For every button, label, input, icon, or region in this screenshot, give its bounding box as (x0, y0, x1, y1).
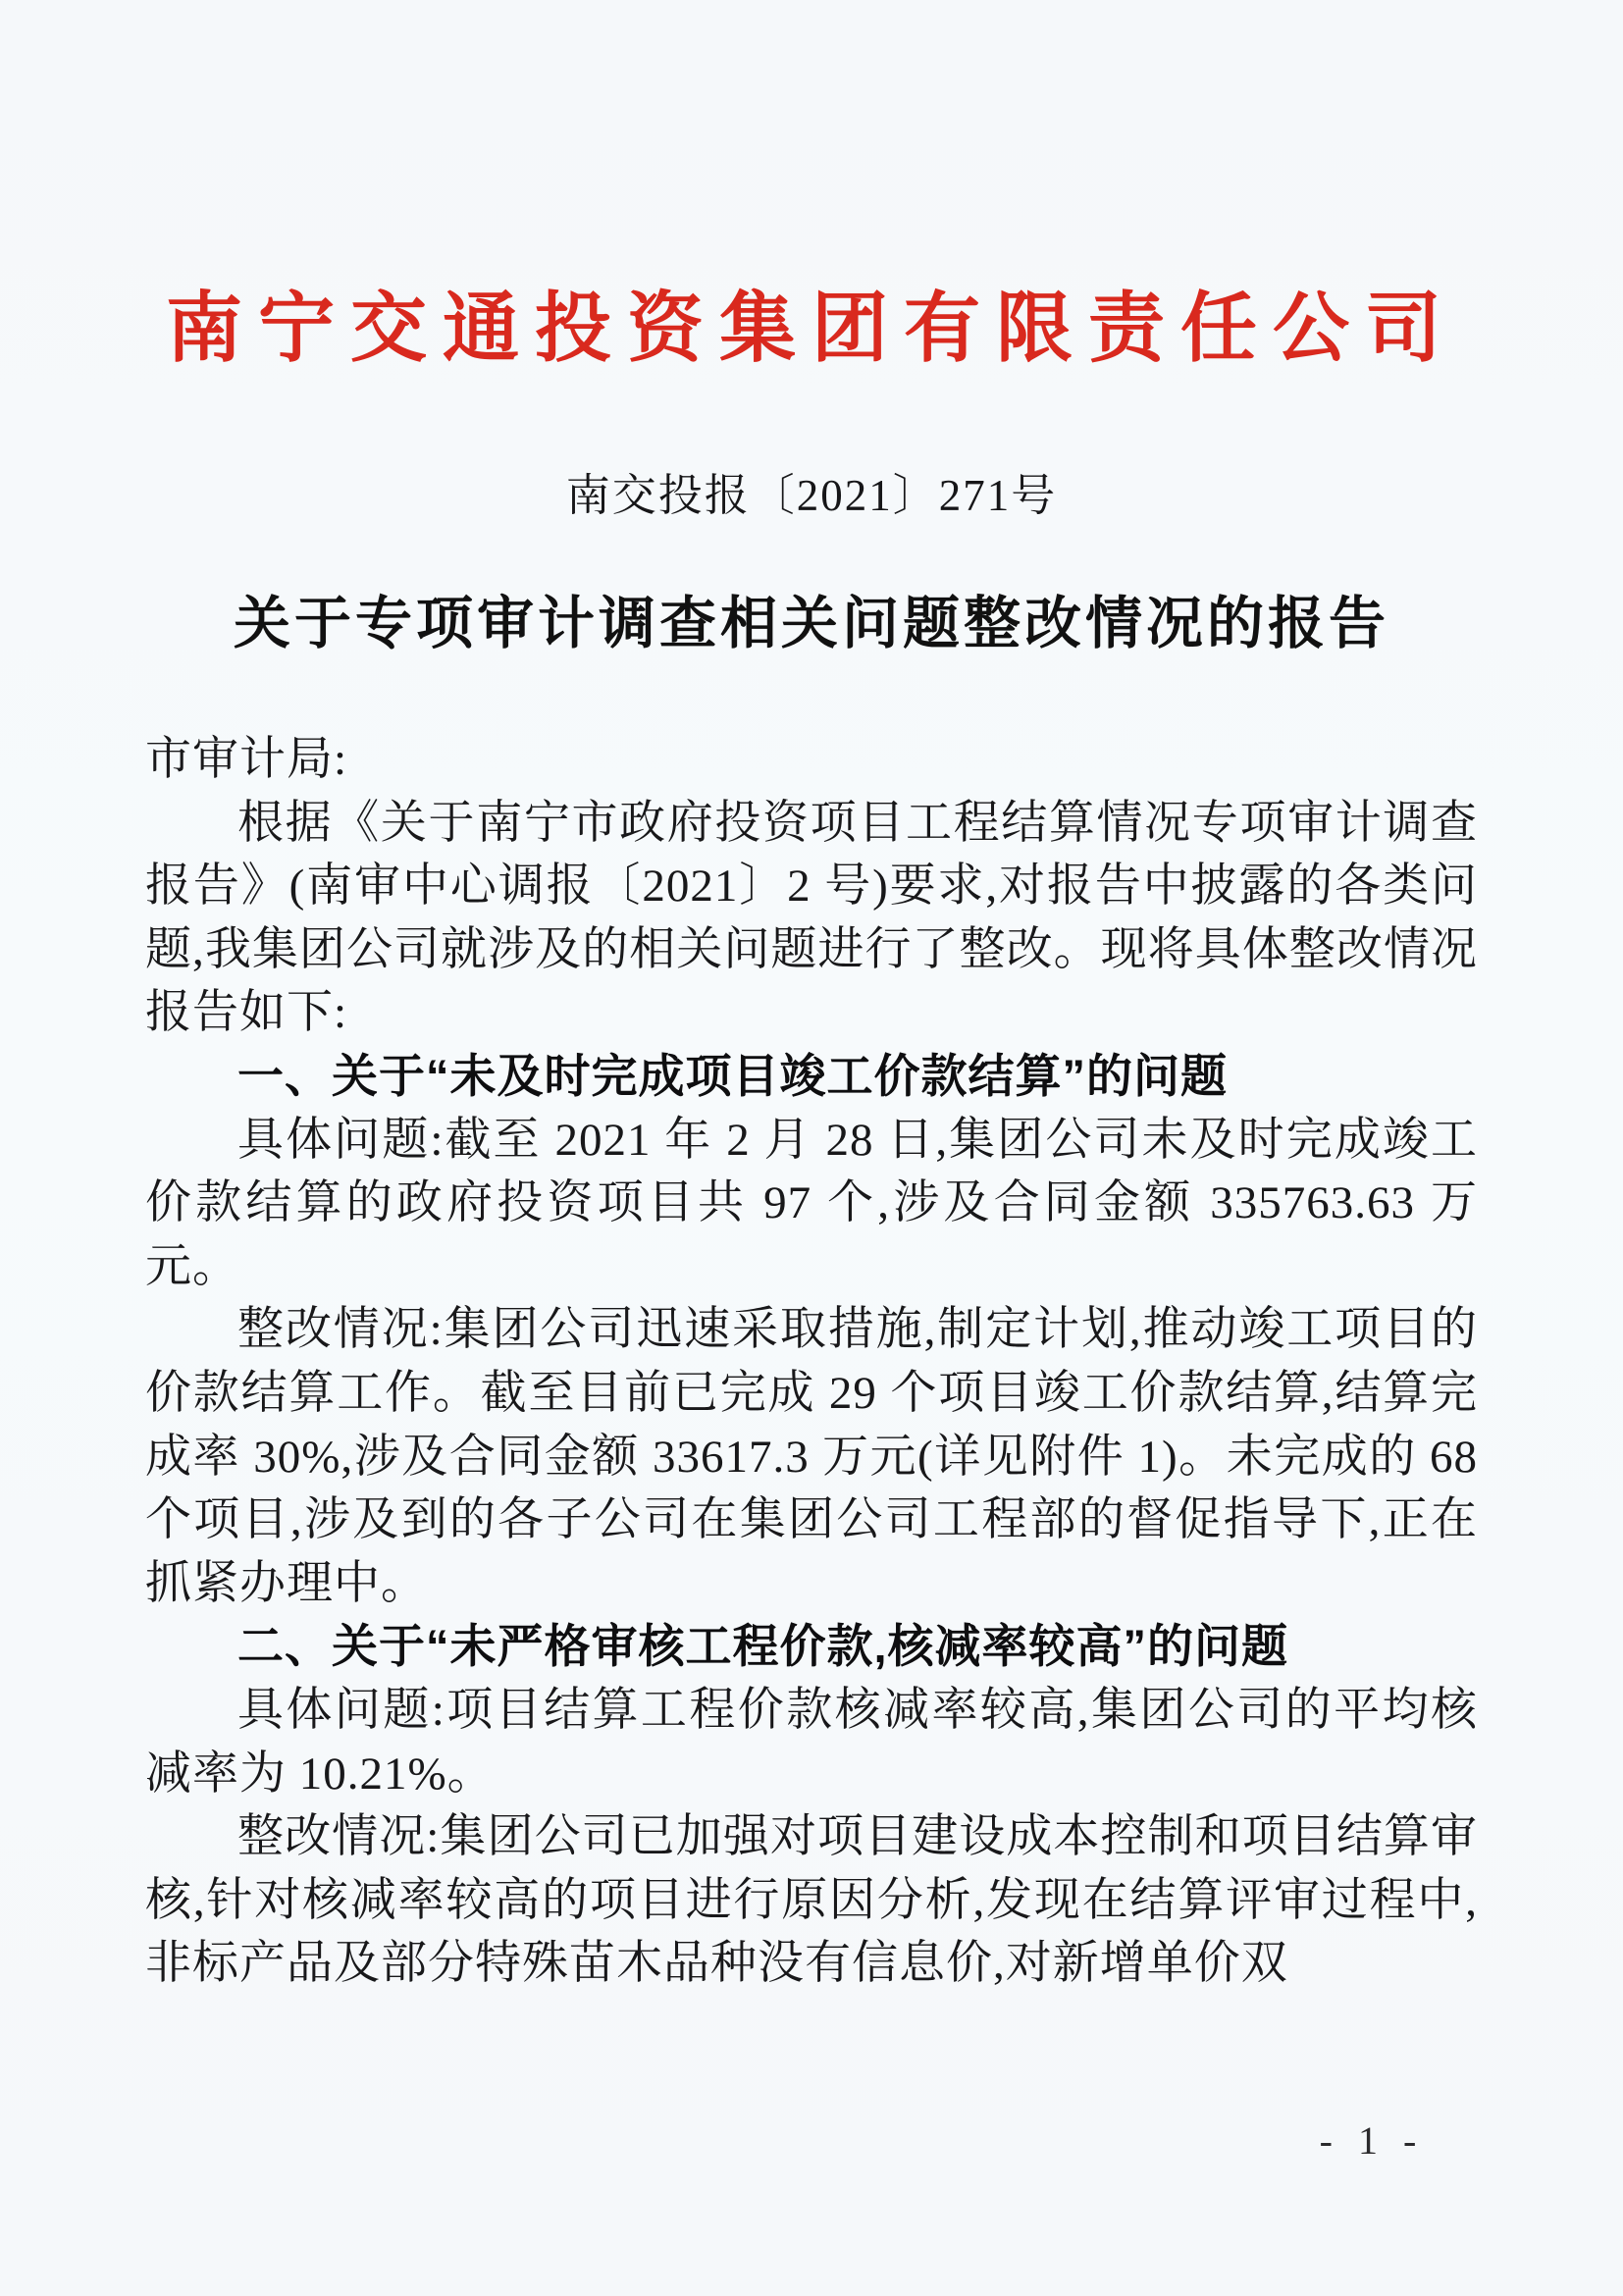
section-heading: 一、关于“未及时完成项目竣工价款结算”的问题 (237, 1049, 1228, 1102)
body-paragraph: 具体问题:截至 2021 年 2 月 28 日,集团公司未及时完成竣工价款结算的政府投资项目共 97 个,涉及合同金额 335763.63 万元。 (145, 1114, 1478, 1292)
body-paragraph: 根据《关于南宁市政府投资项目工程结算情况专项审计调查报告》(南审中心调报〔2021〕2 号)要求,对报告中披露的各类问题,我集团公司就涉及的相关问题进行了整改。现将具体整改情况报告如下: (145, 797, 1478, 1039)
org-title: 南宁交通投资集团有限责任公司 (165, 286, 1457, 371)
body-paragraph: 具体问题:项目结算工程价款核减率较高,集团公司的平均核减率为 10.21%。 (145, 1684, 1478, 1800)
page-number: - 1 - (1319, 2118, 1425, 2163)
report-title: 关于专项审计调查相关问题整改情况的报告 (233, 592, 1389, 655)
salutation: 市审计局: (145, 734, 348, 785)
section-heading: 二、关于“未严格审核工程价款,核减率较高”的问题 (237, 1620, 1289, 1673)
doc-number: 南交投报〔2021〕271号 (565, 471, 1058, 520)
document-body (145, 728, 1478, 1996)
body-paragraph: 整改情况:集团公司已加强对项目建设成本控制和项目结算审核,针对核减率较高的项目进行原因分析,发现在结算评审过程中,非标产品及部分特殊苗木品种没有信息价,对新增单价双 (145, 1811, 1478, 1990)
body-paragraph: 整改情况:集团公司迅速采取措施,制定计划,推动竣工项目的价款结算工作。截至目前已完成 29 个项目竣工价款结算,结算完成率 30%,涉及合同金额 33617.3 万元(详见附件 1)。未完成的 68 个项目,涉及到的各子公司在集团公司工程部的督促指导下,正在抓紧办理中。 (145, 1304, 1478, 1609)
